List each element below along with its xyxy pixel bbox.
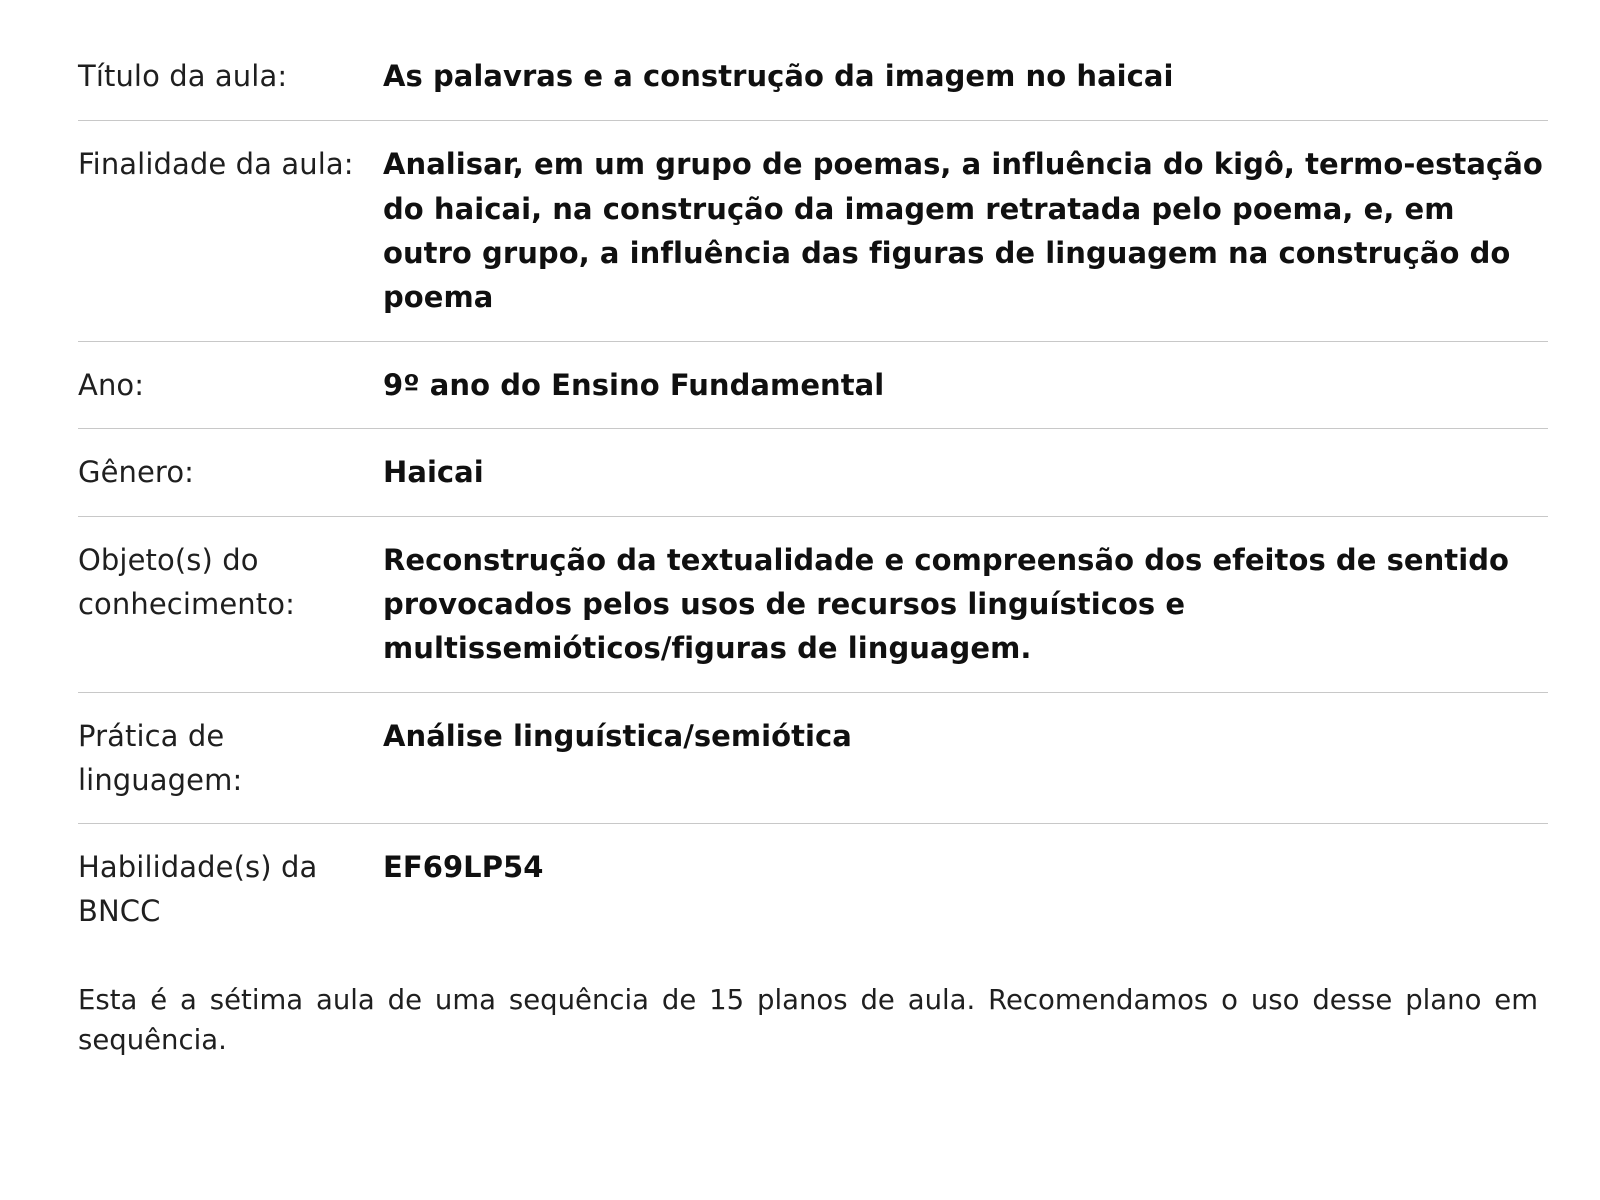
- table-row: [78, 516, 1548, 692]
- row-value-ano: 9º ano do Ensino Fundamental: [383, 341, 1548, 428]
- row-label-objetos-conhecimento: Objeto(s) do conhecimento:: [78, 516, 383, 692]
- table-row: [78, 341, 1548, 428]
- sequence-note: Esta é a sétima aula de uma sequência de 15 planos de aula. Recomendamos o uso desse plano em sequência.: [78, 983, 1538, 1057]
- row-label-titulo: Título da aula:: [78, 59, 288, 93]
- row-label-finalidade: Finalidade da aula:: [78, 121, 383, 341]
- table-row: [78, 823, 1548, 954]
- table-row: [78, 429, 1548, 516]
- row-label-genero: Gênero:: [78, 429, 383, 516]
- row-label-ano: Ano:: [78, 341, 383, 428]
- row-value-genero: Haicai: [383, 429, 1548, 516]
- table-row: [78, 121, 1548, 341]
- row-value-titulo: As palavras e a construção da imagem no haicai: [383, 59, 1174, 93]
- row-label-habilidades-bncc: Habilidade(s) da BNCC: [78, 823, 383, 954]
- row-label-pratica-linguagem: Prática de linguagem:: [78, 692, 383, 823]
- row-value-habilidades-bncc: EF69LP54: [383, 823, 1548, 954]
- row-value-finalidade: Analisar, em um grupo de poemas, a influência do kigô, termo-estação do haicai, na construção da imagem retratada pelo poema, e, em outro grupo, a influência das figuras de linguagem na construção do poema: [383, 121, 1548, 341]
- table-row: [78, 692, 1548, 823]
- row-value-pratica-linguagem: Análise linguística/semiótica: [383, 692, 1548, 823]
- lesson-plan-table: [78, 34, 1548, 954]
- table-row: [78, 34, 1548, 121]
- row-value-objetos-conhecimento: Reconstrução da textualidade e compreensão dos efeitos de sentido provocados pelos usos de recursos linguísticos e multissemióticos/figuras de linguagem.: [383, 516, 1548, 692]
